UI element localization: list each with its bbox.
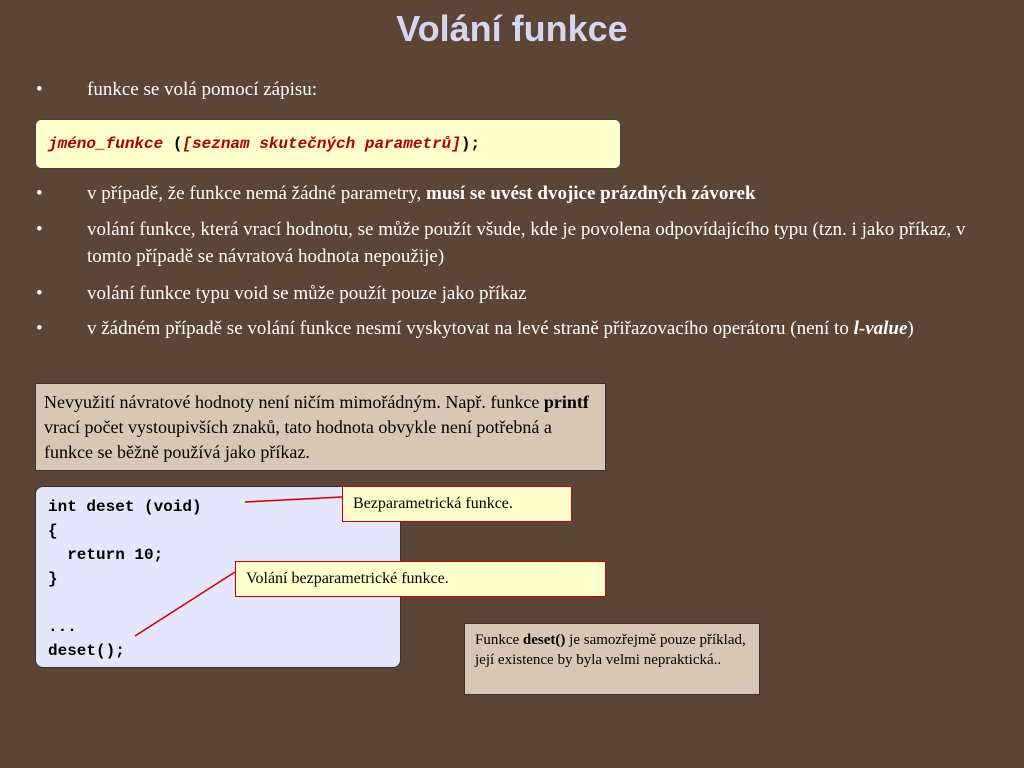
- callout-definition: Bezparametrická funkce.: [342, 486, 572, 522]
- connector-definition: [245, 497, 342, 502]
- bullet-text-bold: musí se uvést dvojice prázdných závorek: [426, 183, 756, 204]
- bullet-symbol: •: [36, 79, 43, 100]
- bullet-text-plain: v případě, že funkce nemá žádné parametry,: [87, 183, 427, 204]
- syntax-close: );: [460, 135, 481, 153]
- callout-call: Volání bezparametrické funkce.: [235, 561, 606, 597]
- bullet-text: volání funkce, která vrací hodnotu, se může použít všude, kde je povolena odpovídajícího typu (tzn. i jako příkaz, v tomto případě se návratová hodnota nepoužije): [87, 219, 966, 267]
- syntax-open-paren: (: [163, 135, 183, 153]
- bullet-symbol: •: [36, 183, 43, 204]
- bullet-text: volání funkce typu void se může použít pouze jako příkaz: [87, 283, 527, 304]
- note-text: Nevyužití návratové hodnoty není ničím mimořádným. Např. funkce: [44, 392, 544, 412]
- bullet-symbol: •: [36, 219, 43, 240]
- note-text-bold: deset(): [522, 632, 566, 648]
- syntax-params: [seznam skutečných parametrů]: [182, 135, 461, 153]
- note-text: vrací počet vystoupivších znaků, tato hodnota obvykle není potřebná a funkce se běžně používá jako příkaz.: [44, 417, 552, 462]
- code-example: int deset (void) { return 10; } ... deset();: [35, 486, 401, 668]
- note-text-bold: printf: [543, 392, 589, 412]
- bullet-text: funkce se volá pomocí zápisu:: [87, 79, 318, 100]
- bullet-text-plain: ): [907, 318, 914, 339]
- bullet-symbol: •: [36, 318, 43, 339]
- page-title: Volání funkce: [396, 8, 628, 49]
- bullet-text-plain: v žádném případě se volání funkce nesmí vyskytovat na levé straně přiřazovacího operátoru (není to: [87, 318, 854, 339]
- bullet-text-bold-italic: l-value: [853, 318, 908, 339]
- syntax-function-name: jméno_funkce: [48, 135, 164, 153]
- note-text: je samozřejmě pouze příklad, její existence by byla velmi nepraktická..: [475, 632, 746, 668]
- bullet-symbol: •: [36, 283, 43, 304]
- note-example: [464, 623, 760, 695]
- connector-call: [135, 572, 235, 636]
- note-text: Funkce: [475, 632, 523, 648]
